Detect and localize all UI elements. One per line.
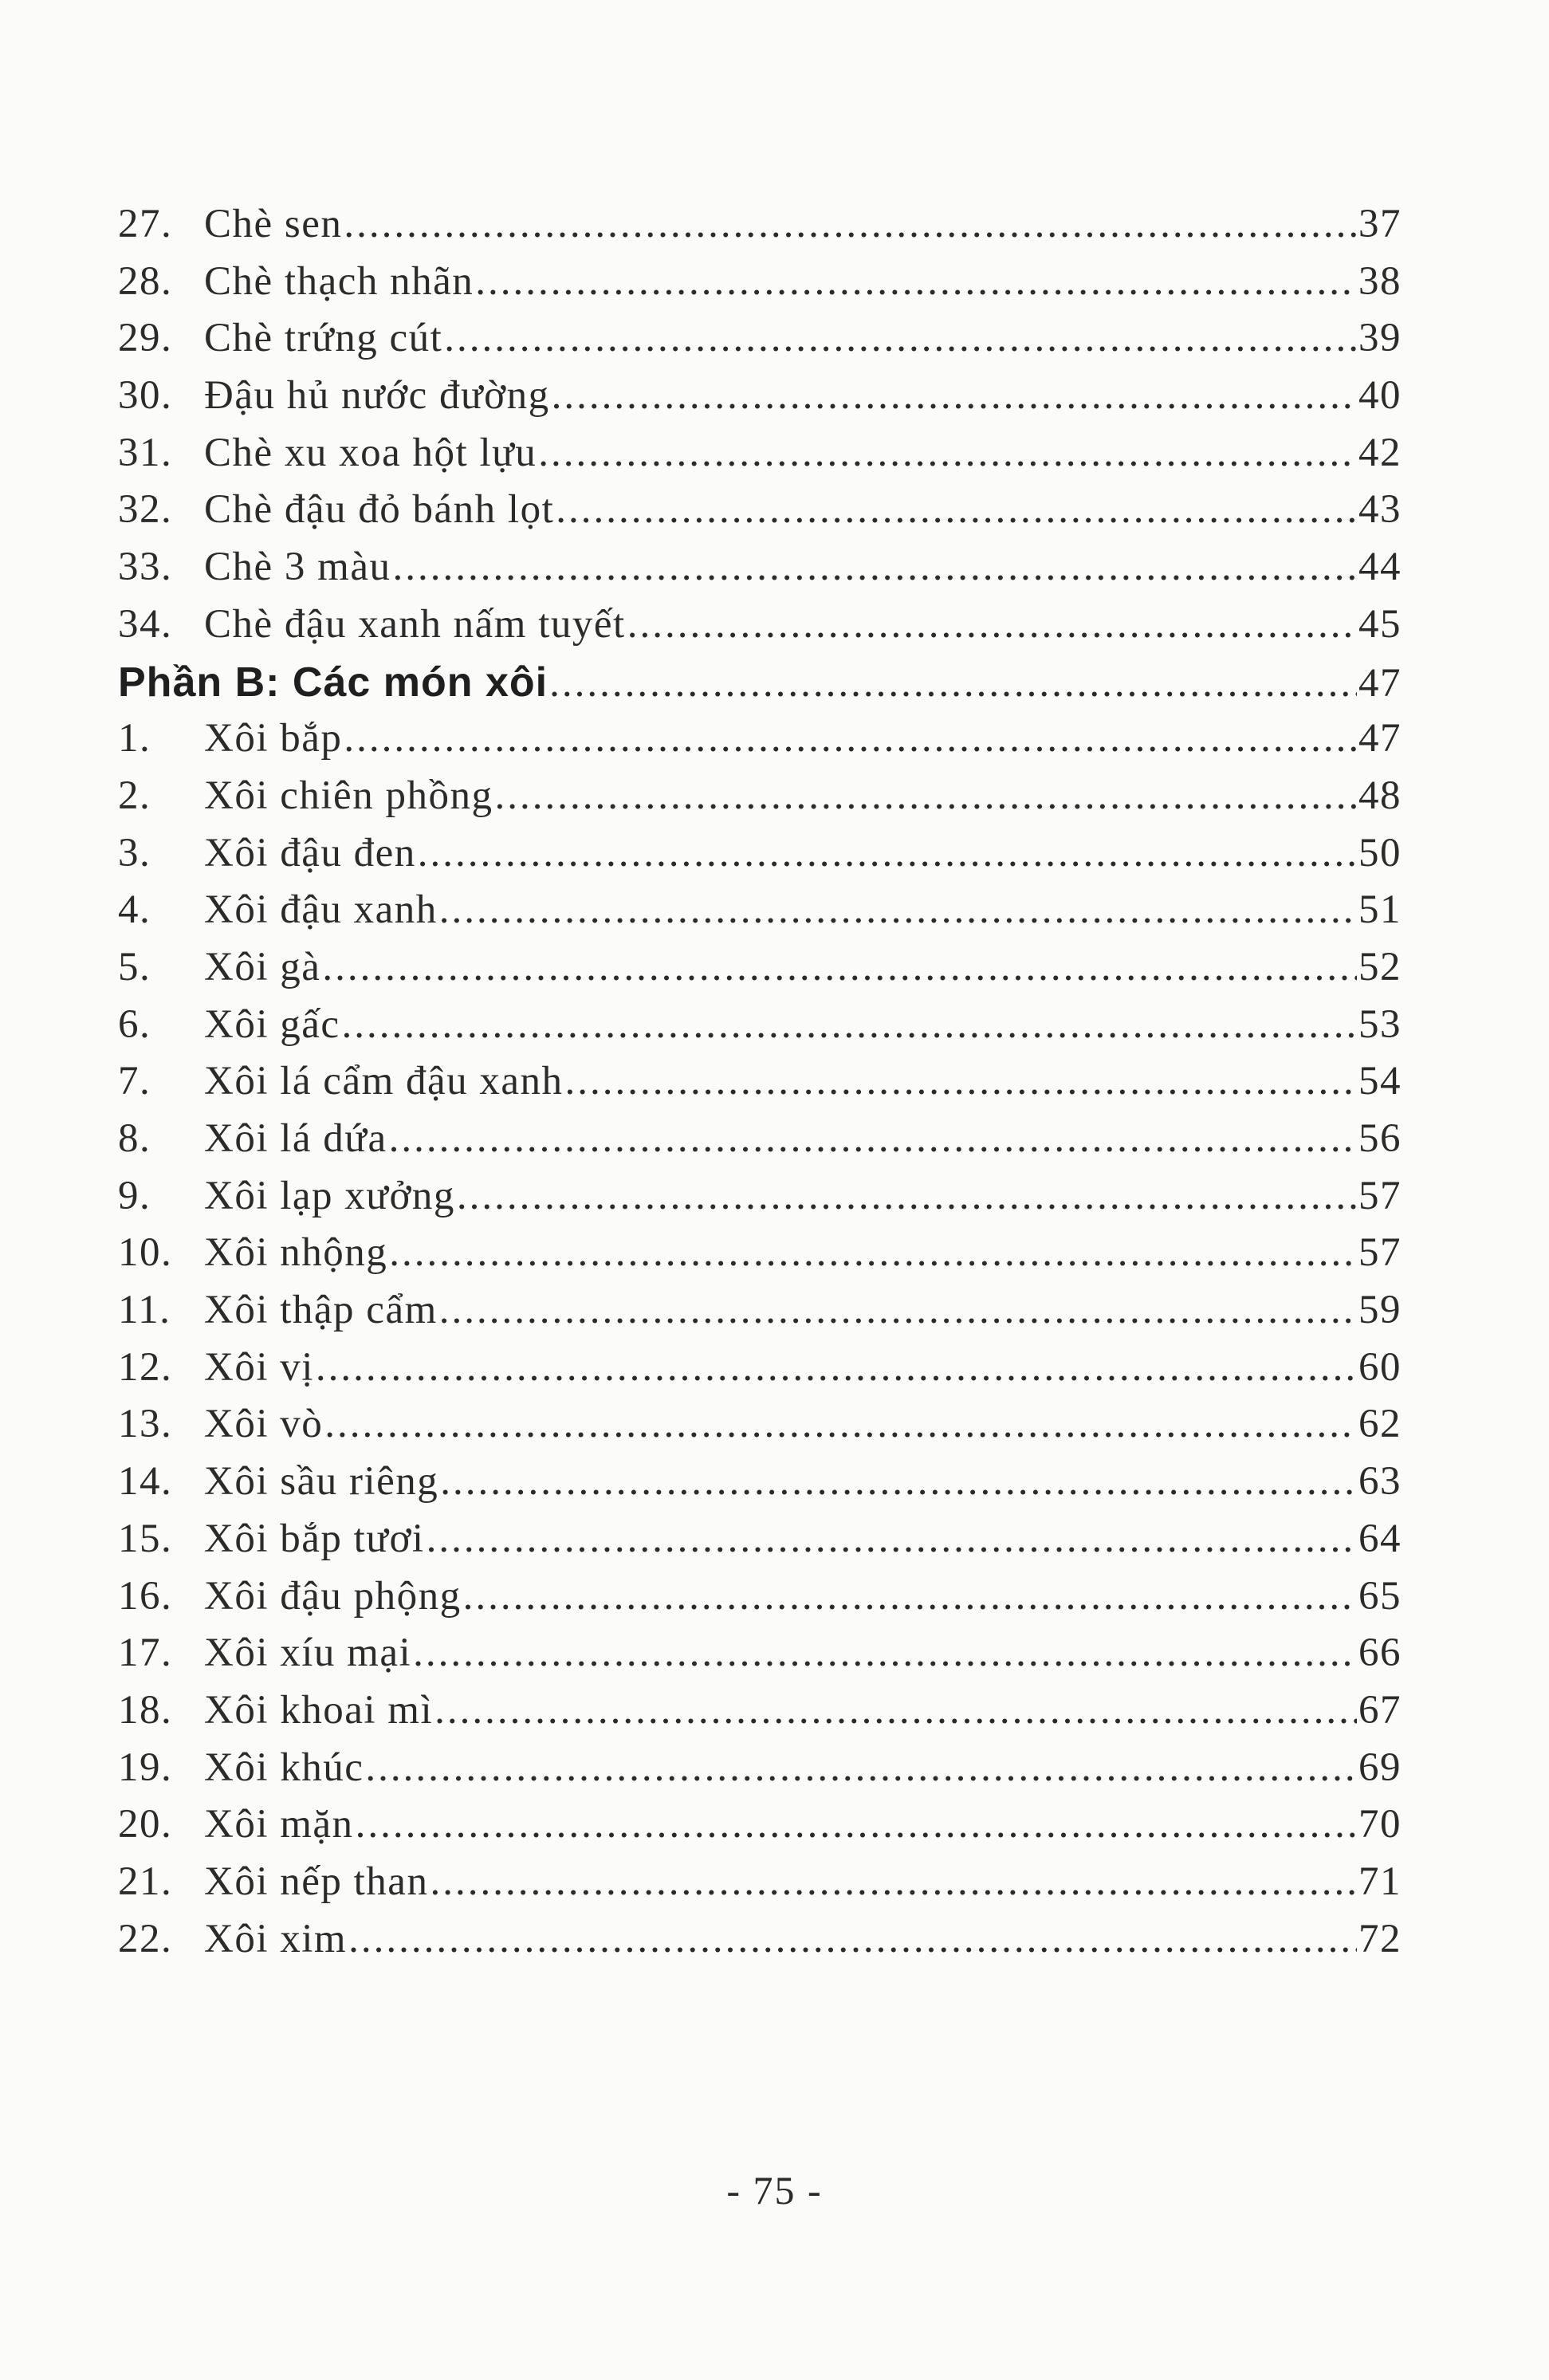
entry-title: Xôi bắp <box>204 716 343 761</box>
entry-number: 17. <box>118 1631 173 1676</box>
entry-number: 10. <box>118 1230 173 1276</box>
dot-leader <box>552 372 1357 419</box>
dot-leader <box>565 1058 1357 1104</box>
dot-leader <box>356 1801 1357 1847</box>
dot-leader <box>389 1229 1357 1276</box>
toc-entry <box>118 830 1402 887</box>
toc-entry <box>118 944 1402 1001</box>
dot-leader <box>439 1287 1357 1333</box>
entry-title: Xôi khúc <box>204 1745 364 1790</box>
dot-leader <box>538 430 1357 476</box>
entry-title: Xôi xim <box>204 1916 348 1961</box>
entry-title: Chè 3 màu <box>204 545 391 590</box>
dot-leader <box>392 544 1357 590</box>
entry-page: 52 <box>1358 944 1402 989</box>
entry-page: 45 <box>1358 601 1402 647</box>
entry-number: 4. <box>118 887 151 933</box>
dot-leader <box>348 1916 1357 1962</box>
entry-page: 37 <box>1358 202 1402 246</box>
entry-number: 31. <box>118 430 173 475</box>
entry-number: 6. <box>118 1001 151 1047</box>
entry-title: Xôi vị <box>204 1344 314 1390</box>
dot-leader <box>418 830 1357 876</box>
toc-entry <box>118 1859 1402 1916</box>
entry-number: 11. <box>118 1288 171 1333</box>
toc-entry <box>118 1058 1402 1115</box>
dot-leader <box>344 201 1357 247</box>
entry-title: Xôi đậu xanh <box>204 887 438 933</box>
entry-page: 69 <box>1358 1745 1402 1790</box>
entry-title: Xôi lá dứa <box>204 1116 387 1161</box>
entry-title: Xôi vò <box>204 1402 324 1447</box>
entry-number: 34. <box>118 601 173 647</box>
entry-page: 43 <box>1358 487 1402 533</box>
entry-number: 20. <box>118 1802 173 1847</box>
toc-entry <box>118 1344 1402 1402</box>
entry-number: 2. <box>118 773 151 818</box>
dot-leader <box>316 1344 1357 1391</box>
section-page: 47 <box>1358 660 1402 706</box>
toc-entry <box>118 1745 1402 1802</box>
entry-page: 40 <box>1358 373 1402 419</box>
toc-entry <box>118 486 1402 544</box>
toc-entry <box>118 1630 1402 1687</box>
entry-page: 38 <box>1358 258 1402 304</box>
page-number: - 75 - <box>726 2168 823 2213</box>
entry-number: 13. <box>118 1402 173 1447</box>
dot-leader <box>365 1745 1357 1791</box>
toc-entry <box>118 1229 1402 1287</box>
entry-title: Xôi thập cẩm <box>204 1288 438 1333</box>
dot-leader <box>457 1173 1357 1219</box>
entry-page: 70 <box>1358 1802 1402 1847</box>
entry-title: Xôi bắp tươi <box>204 1516 425 1561</box>
toc-entry <box>118 430 1402 487</box>
entry-page: 72 <box>1358 1916 1402 1961</box>
dot-leader <box>556 486 1357 533</box>
entry-page: 42 <box>1358 430 1402 475</box>
toc-entry <box>118 715 1402 773</box>
entry-number: 29. <box>118 316 173 361</box>
entry-number: 16. <box>118 1573 173 1619</box>
dot-leader <box>342 1001 1357 1048</box>
entry-page: 66 <box>1358 1631 1402 1676</box>
dot-leader <box>463 1573 1357 1619</box>
entry-number: 32. <box>118 487 173 533</box>
toc-entry <box>118 1687 1402 1745</box>
entry-number: 27. <box>118 202 173 246</box>
entry-page: 54 <box>1358 1059 1402 1104</box>
dot-leader <box>444 315 1357 361</box>
entry-page: 62 <box>1358 1402 1402 1447</box>
entry-title: Chè đậu đỏ bánh lọt <box>204 487 555 533</box>
entry-number: 7. <box>118 1059 151 1104</box>
entry-page: 39 <box>1358 316 1402 361</box>
dot-leader <box>439 887 1357 933</box>
toc-entry <box>118 1916 1402 1973</box>
dot-leader <box>494 773 1357 819</box>
dot-leader <box>430 1859 1357 1905</box>
dot-leader <box>413 1630 1357 1676</box>
dot-leader <box>475 258 1357 305</box>
entry-title: Chè sen <box>204 202 343 246</box>
entry-page: 48 <box>1358 773 1402 818</box>
entry-page: 57 <box>1358 1173 1402 1218</box>
entry-page: 63 <box>1358 1459 1402 1505</box>
toc-entry <box>118 315 1402 372</box>
entry-page: 44 <box>1358 545 1402 590</box>
dot-leader <box>440 1458 1357 1505</box>
entry-title: Xôi đậu phộng <box>204 1573 462 1619</box>
entry-number: 19. <box>118 1745 173 1790</box>
dot-leader <box>389 1115 1357 1162</box>
dot-leader <box>324 1401 1357 1447</box>
entry-number: 12. <box>118 1344 173 1390</box>
entry-title: Xôi sầu riêng <box>204 1459 439 1505</box>
entry-page: 60 <box>1358 1344 1402 1390</box>
entry-number: 15. <box>118 1516 173 1561</box>
toc-entry <box>118 372 1402 430</box>
dot-leader <box>344 715 1357 761</box>
toc-entry <box>118 201 1402 258</box>
entry-title: Xôi đậu đen <box>204 830 416 875</box>
entry-number: 1. <box>118 716 151 761</box>
entry-number: 28. <box>118 258 173 304</box>
dot-leader <box>549 660 1357 706</box>
entry-title: Xôi lạp xưởng <box>204 1173 455 1218</box>
entry-title: Xôi xíu mại <box>204 1631 412 1676</box>
entry-title: Chè đậu xanh nấm tuyết <box>204 601 626 647</box>
section-heading <box>118 659 1402 716</box>
entry-title: Chè thạch nhãn <box>204 258 474 304</box>
entry-page: 71 <box>1358 1859 1402 1904</box>
entry-number: 8. <box>118 1116 151 1161</box>
entry-page: 56 <box>1358 1116 1402 1161</box>
entry-page: 53 <box>1358 1001 1402 1047</box>
entry-number: 5. <box>118 944 151 989</box>
toc-entry <box>118 601 1402 659</box>
table-of-contents <box>118 201 1402 1973</box>
toc-entry <box>118 258 1402 316</box>
entry-title: Chè xu xoa hột lựu <box>204 430 537 475</box>
entry-page: 57 <box>1358 1230 1402 1276</box>
toc-entry <box>118 887 1402 944</box>
entry-title: Đậu hủ nước đường <box>204 373 550 419</box>
entry-title: Xôi gấc <box>204 1001 340 1047</box>
toc-entry <box>118 1458 1402 1516</box>
entry-title: Xôi gà <box>204 944 321 989</box>
entry-title: Xôi nếp than <box>204 1859 429 1904</box>
entry-page: 65 <box>1358 1573 1402 1619</box>
entry-page: 47 <box>1358 716 1402 761</box>
toc-entry <box>118 544 1402 601</box>
entry-number: 33. <box>118 545 173 590</box>
entry-title: Xôi nhộng <box>204 1230 388 1276</box>
toc-entry <box>118 773 1402 830</box>
entry-page: 64 <box>1358 1516 1402 1561</box>
toc-entry <box>118 1573 1402 1631</box>
entry-title: Xôi khoai mì <box>204 1687 434 1733</box>
toc-entry <box>118 1115 1402 1173</box>
toc-entry <box>118 1287 1402 1344</box>
toc-entry <box>118 1801 1402 1859</box>
entry-title: Xôi lá cẩm đậu xanh <box>204 1059 564 1104</box>
entry-title: Chè trứng cút <box>204 316 443 361</box>
dot-leader <box>322 944 1357 990</box>
toc-entry <box>118 1173 1402 1230</box>
toc-entry <box>118 1001 1402 1059</box>
dot-leader <box>627 601 1357 647</box>
entry-title: Xôi mặn <box>204 1802 354 1847</box>
entry-page: 67 <box>1358 1687 1402 1733</box>
toc-entry <box>118 1516 1402 1573</box>
entry-number: 30. <box>118 373 173 419</box>
entry-number: 18. <box>118 1687 173 1733</box>
section-title: Phần B: Các món xôi <box>118 659 548 706</box>
entry-number: 22. <box>118 1916 173 1961</box>
dot-leader <box>427 1516 1357 1562</box>
entry-page: 51 <box>1358 887 1402 933</box>
entry-page: 59 <box>1358 1288 1402 1333</box>
entry-number: 9. <box>118 1173 151 1218</box>
entry-number: 21. <box>118 1859 173 1904</box>
dot-leader <box>434 1687 1357 1733</box>
entry-page: 50 <box>1358 830 1402 875</box>
entry-number: 14. <box>118 1459 173 1505</box>
entry-number: 3. <box>118 830 151 875</box>
entry-title: Xôi chiên phồng <box>204 773 493 818</box>
toc-entry <box>118 1401 1402 1458</box>
